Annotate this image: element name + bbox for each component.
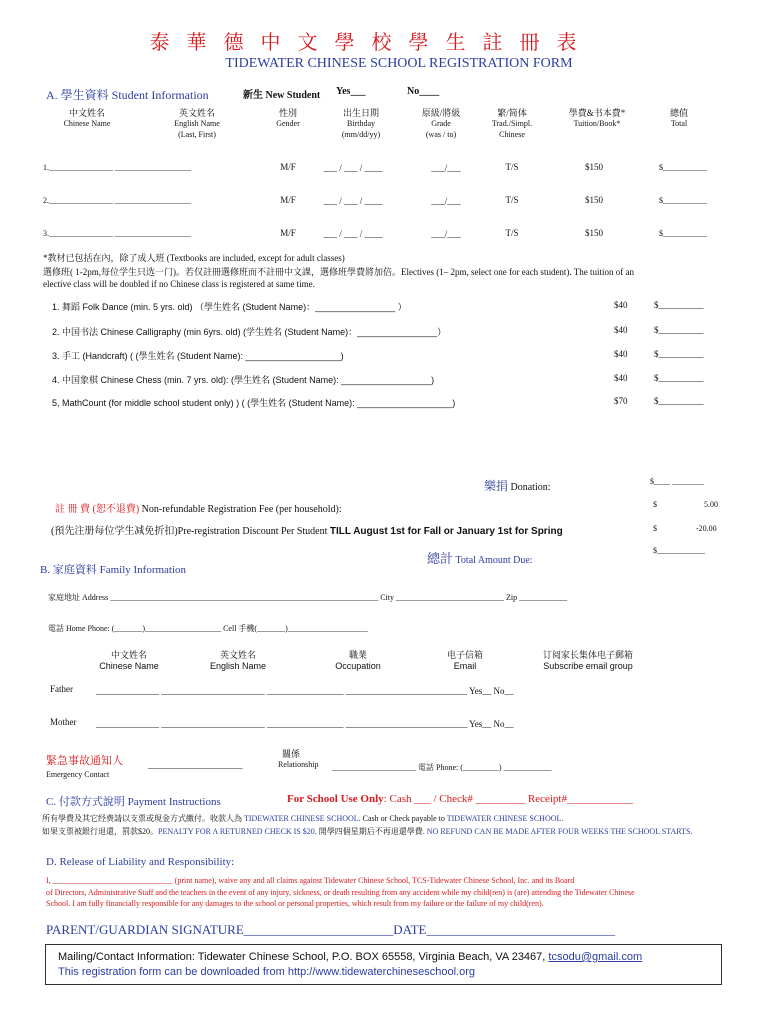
discount-amount: -20.00 <box>696 524 717 533</box>
donation-label: 樂捐 Donation: <box>484 479 551 493</box>
elective-total-field[interactable]: $__________ <box>654 396 704 406</box>
birthday-field[interactable]: ___ / ___ / ____ <box>323 196 383 206</box>
family-column-en: Subscribe email group <box>543 661 633 671</box>
address-field[interactable]: 家庭地址 Address ___________________________________________________________________ City ___________________________ Zip ____________ <box>48 593 568 602</box>
gender-field[interactable]: M/F <box>280 228 296 238</box>
liability-line-2: of Directors, Administrative Staff and the teachers in the event of any injury, sickness, or death resulting from any accident while my child(ren) is (are) attending the Tidewater Chinese <box>46 888 635 897</box>
column-header-en: Birthday <box>347 119 375 128</box>
liability-line-1[interactable]: I, ______________________________ (print name), waive any and all claims against Tidewater Chinese School, TCS-Tidewater Chinese School, Inc. and its Board <box>46 876 575 885</box>
column-header-cn: 出生日期 <box>342 108 380 118</box>
total-amount-label: 總計 Total Amount Due: <box>427 551 533 566</box>
title-english: TIDEWATER CHINESE SCHOOL REGISTRATION FORM <box>225 56 573 71</box>
section-b-heading: B. 家庭資料 Family Information <box>40 564 187 576</box>
elective-total-field[interactable]: $__________ <box>654 300 704 310</box>
elective-price: $40 <box>614 325 628 335</box>
column-header-cn: 英文姓名 <box>178 108 216 118</box>
registration-fee-dollar: $ <box>653 500 657 509</box>
mother-label: Mother <box>50 717 77 727</box>
father-label: Father <box>50 684 73 694</box>
elective-item[interactable]: 5, MathCount (for middle school student only) ) ( (學生姓名 (Student Name): ___________________) <box>52 398 456 408</box>
birthday-field[interactable]: ___ / ___ / ____ <box>323 163 383 173</box>
column-header-cn: 繁/简体 <box>497 108 527 118</box>
tuition-fee: $150 <box>585 195 603 205</box>
section-c-heading: C. 付款方式說明 Payment Instructions <box>46 796 221 808</box>
relationship-phone-field[interactable]: _____________________ 電話 Phone: (_________) ____________ <box>332 763 552 772</box>
payment-penalty-line: 如果支票被銀行退還，罰款$20。PENALTY FOR A RETURNED CHECK IS $20. 開學四個星期后不再退還學費. NO REFUND CAN BE MADE AFTER FOUR WEEKS THE SCHOOL STARTS. <box>42 827 693 836</box>
family-column-cn: 職業 <box>348 650 368 660</box>
signature-date-line[interactable]: PARENT/GUARDIAN SIGNATURE_______________________DATE_____________________________ <box>46 922 615 937</box>
total-amount-field[interactable]: $____________ <box>653 546 705 555</box>
row-total-field[interactable]: $___________ <box>659 229 707 238</box>
liability-line-3: School. I am fully financially responsible for any damages to the school or personal properties, which result from my failure or the failure of my child(ren). <box>46 899 544 908</box>
payment-payable-line: 所有學費及其它经费請以支票或現金方式繳付。收款人為 TIDEWATER CHINESE SCHOOL. Cash or Check payable to TIDEWATER CHINESE SCHOOL. <box>42 814 564 823</box>
student-name-fields[interactable]: 3.________________ ___________________ <box>43 229 191 238</box>
family-column-en: Occupation <box>335 661 381 671</box>
relationship-en: Relationship <box>278 760 319 769</box>
student-name-fields[interactable]: 2.________________ ___________________ <box>43 196 191 205</box>
column-header-en-sub: (mm/dd/yy) <box>341 130 381 139</box>
trad-simpl-field[interactable]: T/S <box>505 195 519 205</box>
student-name-fields[interactable]: 1.________________ ___________________ <box>43 163 191 172</box>
row-total-field[interactable]: $___________ <box>659 196 707 205</box>
discount-dollar: $ <box>653 524 657 533</box>
textbook-note: *教材已包括在內，除了成人班 (Textbooks are included, except for adult classes) <box>43 253 345 263</box>
family-column-cn: 电子信箱 <box>446 650 484 660</box>
elective-total-field[interactable]: $__________ <box>654 373 704 383</box>
column-header-cn: 學費&书本費* <box>568 108 626 118</box>
new-student-no[interactable]: No____ <box>407 86 440 97</box>
father-row[interactable]: ______________ _______________________ _________________ ___________________________ Yes__ No__ <box>96 686 514 696</box>
grade-field[interactable]: ___/___ <box>431 196 461 206</box>
column-header-cn: 性別 <box>278 108 298 118</box>
relationship-cn: 關係 <box>282 749 301 759</box>
school-use-only: For School Use Only: Cash ___ / Check# _________ Receipt#____________ <box>287 793 633 805</box>
registration-fee: 註 冊 費 (恕不退費) Non-refundable Registration Fee (per household): <box>55 504 342 515</box>
elective-total-field[interactable]: $__________ <box>654 325 704 335</box>
elective-note-2: elective class will be doubled if no Chinese class is registered at same time. <box>43 279 315 289</box>
elective-item[interactable]: 4. 中国象棋 Chinese Chess (min. 7 yrs. old): (學生姓名 (Student Name): __________________) <box>52 375 435 385</box>
donation-amount[interactable]: $____ ________ <box>650 477 704 486</box>
elective-price: $70 <box>614 396 628 406</box>
section-a-heading: A. 學生資料 Student Information <box>46 88 209 102</box>
family-column-cn: 英文姓名 <box>219 650 257 660</box>
elective-price: $40 <box>614 300 628 310</box>
phone-field[interactable]: 電話 Home Phone: (_______)___________________ Cell 手機(_______)____________________ <box>48 624 368 633</box>
column-header-en: Total <box>670 119 688 128</box>
emergency-contact-cn: 緊急事故通知人 <box>46 755 123 767</box>
new-student-label: 新生 New Student <box>243 90 321 101</box>
elective-total-field[interactable]: $__________ <box>654 349 704 359</box>
row-total-field[interactable]: $___________ <box>659 163 707 172</box>
elective-price: $40 <box>614 349 628 359</box>
column-header-cn: 中文姓名 <box>68 108 106 118</box>
section-d-heading: D. Release of Liability and Responsibility: <box>46 856 235 868</box>
trad-simpl-field[interactable]: T/S <box>505 228 519 238</box>
column-header-en: English Name <box>174 119 220 128</box>
column-header-en: Grade <box>431 119 451 128</box>
emergency-contact-field[interactable]: _____________________ <box>148 760 243 770</box>
tuition-fee: $150 <box>585 162 603 172</box>
column-header-en: Trad./Simpl. <box>491 119 533 128</box>
grade-field[interactable]: ___/___ <box>431 229 461 239</box>
family-column-en: Chinese Name <box>99 661 159 671</box>
new-student-yes[interactable]: Yes___ <box>336 86 366 97</box>
family-column-cn: 订阅家长集体电子郵箱 <box>542 650 634 660</box>
column-header-en: Chinese Name <box>63 119 111 128</box>
column-header-en-sub: (Last, First) <box>178 130 216 139</box>
preregistration-discount: (預先注册每位学生减免折扣)Pre-registration Discount Per Student TILL August 1st for Fall or January 1st for Spring <box>51 526 563 537</box>
family-column-en: Email <box>453 661 477 671</box>
contact-box <box>45 944 722 985</box>
elective-price: $40 <box>614 373 628 383</box>
contact-email-link[interactable]: tcsodu@gmail.com <box>548 951 643 963</box>
contact-download: This registration form can be downloaded from http://www.tidewaterchineseschool.org <box>58 966 475 978</box>
mother-row[interactable]: ______________ _______________________ _________________ ___________________________ Yes__ No__ <box>96 719 514 729</box>
title-chinese: 泰 華 德 中 文 學 校 學 生 註 冊 表 <box>149 32 583 54</box>
elective-note: 選修班( 1-2pm,每位学生只选一门)。若仅註冊選修班而不註冊中文課，選修班學費將加倍。Electives (1– 2pm, select one for each student). The tuition of an <box>43 267 635 277</box>
column-header-en-sub: Chinese <box>499 130 525 139</box>
family-column-cn: 中文姓名 <box>110 650 148 660</box>
elective-item[interactable]: 2. 中国书法 Chinese Calligraphy (min 6yrs. old) (学生姓名 (Student Name)：________________） <box>52 327 447 337</box>
contact-address: Mailing/Contact Information: Tidewater Chinese School, P.O. BOX 65558, Virginia Beach, VA 23467, tcsodu@gmail.com <box>58 951 643 963</box>
elective-item[interactable]: 3. 手工 (Handcraft) ( (學生姓名 (Student Name): ___________________) <box>52 351 344 361</box>
registration-fee-amount: 5.00 <box>704 500 718 509</box>
column-header-en: Tuition/Book* <box>573 119 621 128</box>
column-header-en: Gender <box>276 119 300 128</box>
birthday-field[interactable]: ___ / ___ / ____ <box>323 229 383 239</box>
grade-field[interactable]: ___/___ <box>431 163 461 173</box>
column-header-cn: 原級/將級 <box>421 108 461 118</box>
gender-field[interactable]: M/F <box>280 195 296 205</box>
column-header-cn: 總值 <box>669 108 689 118</box>
column-header-en-sub: (was / to) <box>425 130 457 139</box>
elective-item[interactable]: 1. 舞蹈 Folk Dance (min. 5 yrs. old) （學生姓名 (Student Name)：________________ ） <box>52 302 407 312</box>
trad-simpl-field[interactable]: T/S <box>505 162 519 172</box>
emergency-contact-en: Emergency Contact <box>46 770 110 779</box>
family-column-en: English Name <box>209 661 267 671</box>
tuition-fee: $150 <box>585 228 603 238</box>
gender-field[interactable]: M/F <box>280 162 296 172</box>
